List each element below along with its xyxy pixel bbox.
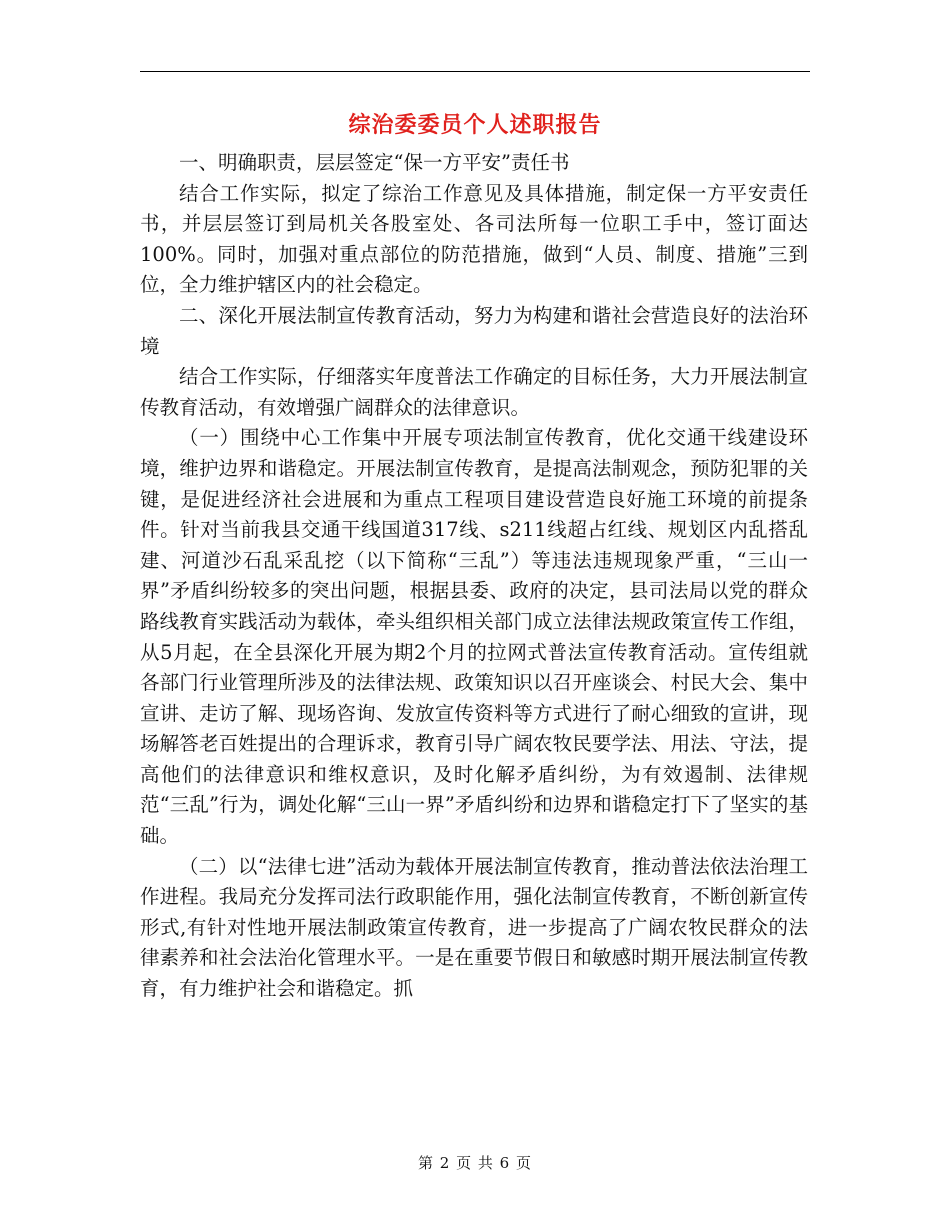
section-heading-1: 一、明确职责，层层签定“保一方平安”责任书 [179,151,570,174]
paragraph-4: （二）以“法律七进”活动为载体开展法制宣传教育，推动普法依法治理工作进程。我局充分发挥司法行政职能作用，强化法制宣传教育，不断创新宣传形式,有针对性地开展法制政策宣传教育，进一步提高了广阔农牧民群众的法律素养和社会法治化管理水平。一是在重要节假日和敏感时期开展法制宣传教育，有力维护社会和谐稳定。抓 [140,854,808,1001]
document-title: 综治委委员个人述职报告 [348,112,602,138]
page-footer: 第 2 页 共 6 页 [418,1154,532,1172]
paragraph-2: 结合工作实际，仔细落实年度普法工作确定的目标任务，大力开展法制宣传教育活动，有效增强广阔群众的法律意识。 [140,365,808,419]
paragraph-3: （一）围绕中心工作集中开展专项法制宣传教育，优化交通干线建设环境，维护边界和谐稳定。开展法制宣传教育，是提高法制观念，预防犯罪的关键，是促进经济社会进展和为重点工程项目建设营造良好施工环境的前提条件。针对当前我县交通干线国道317线、s211线超占红线、规划区内乱搭乱建、河道沙石乱采乱挖（以下简称“三乱”）等违法违规现象严重，“三山一界”矛盾纠纷较多的突出问题，根据县委、政府的决定，县司法局以党的群众路线教育实践活动为载体，牵头组织相关部门成立法律法规政策宣传工作组，从5月起，在全县深化开展为期2个月的拉网式普法宣传教育活动。宣传组就各部门行业管理所涉及的法律法规、政策知识以召开座谈会、村民大会、集中宣讲、走访了解、现场咨询、发放宣传资料等方式进行了耐心细致的宣讲，现场解答老百姓提出的合理诉求，教育引导广阔农牧民要学法、用法、守法，提高他们的法律意识和维权意识，及时化解矛盾纠纷，为有效遏制、法律规范“三乱”行为，调处化解“三山一界”矛盾纠纷和边界和谐稳定打下了坚实的基础。 [140,426,808,848]
section-heading-2: 二、深化开展法制宣传教育活动，努力为构建和谐社会营造良好的法治环境 [140,303,808,358]
document-body [140,148,808,1005]
paragraph-1: 结合工作实际，拟定了综治工作意见及具体措施，制定保一方平安责任书，并层层签订到局机关各股室处、各司法所每一位职工手中，签订面达100%。同时，加强对重点部位的防范措施，做到“人员、制度、措施”三到位，全力维护辖区内的社会稳定。 [140,181,808,297]
header-rule [140,71,810,72]
